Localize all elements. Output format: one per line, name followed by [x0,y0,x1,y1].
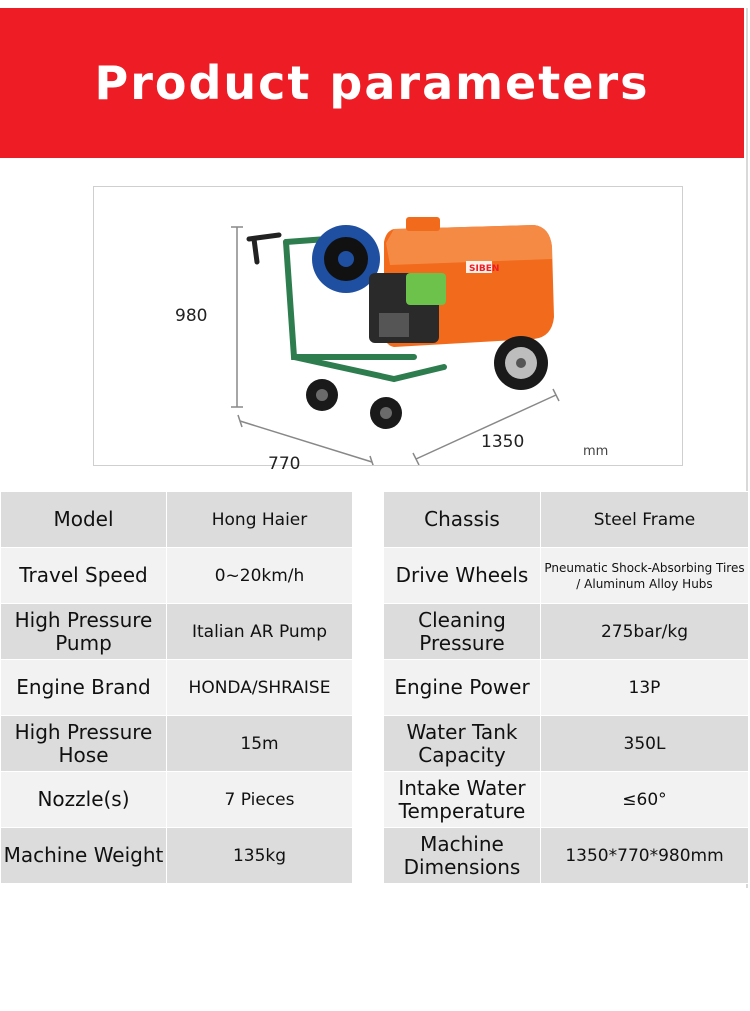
spec-key: Model [1,492,167,548]
rear-wheel [494,336,548,390]
spec-value: 1350*770*980mm [541,828,749,884]
spec-value: Hong Haier [167,492,353,548]
spray-gun [249,235,279,262]
height-label: 980 [175,306,208,326]
spec-value: Steel Frame [541,492,749,548]
spec-value: 13P [541,660,749,716]
spec-value: 0~20km/h [167,548,353,604]
table-row [384,492,749,548]
table-row [1,716,353,772]
spec-value: 7 Pieces [167,772,353,828]
spec-value: 135kg [167,828,353,884]
spec-value: 15m [167,716,353,772]
spec-key: Cleaning Pressure [384,604,541,660]
spec-value: ≤60° [541,772,749,828]
front-wheel-left [306,379,338,411]
spec-key: Water Tank Capacity [384,716,541,772]
spec-table-left [0,491,353,884]
spec-key: High Pressure Pump [1,604,167,660]
spec-key: Machine Weight [1,828,167,884]
table-row [384,772,749,828]
spec-value: 275bar/kg [541,604,749,660]
unit-label: mm [583,444,609,459]
table-row [1,828,353,884]
width-label: 770 [268,454,301,474]
spec-value: 350L [541,716,749,772]
table-row [1,548,353,604]
table-row [384,604,749,660]
table-row [384,548,749,604]
spec-value: HONDA/SHRAISE [167,660,353,716]
pressure-washer-illustration [94,187,682,465]
length-label: 1350 [481,432,525,452]
table-row [384,828,749,884]
product-figure [93,186,683,474]
spec-key: Travel Speed [1,548,167,604]
spec-key: Intake Water Temperature [384,772,541,828]
spec-key: Drive Wheels [384,548,541,604]
width-dimension-line [238,415,374,465]
spec-value: Pneumatic Shock-Absorbing Tires / Aluminum Alloy Hubs [541,548,749,604]
spec-key: Nozzle(s) [1,772,167,828]
spec-key: Machine Dimensions [384,828,541,884]
spec-key: Chassis [384,492,541,548]
table-row [1,604,353,660]
spec-value: Italian AR Pump [167,604,353,660]
page-title: Product parameters [94,56,650,110]
spec-key: Engine Power [384,660,541,716]
length-dimension-line [413,389,559,465]
front-wheel-right [370,397,402,429]
table-row [1,772,353,828]
table-row [384,660,749,716]
table-row [1,492,353,548]
height-dimension-line [231,227,243,407]
brand-logo: SIBEN [469,264,500,274]
title-banner [0,8,744,158]
table-row [384,716,749,772]
spec-key: High Pressure Hose [1,716,167,772]
engine [369,273,446,343]
spec-key: Engine Brand [1,660,167,716]
spec-table-right [383,491,749,884]
table-row [1,660,353,716]
